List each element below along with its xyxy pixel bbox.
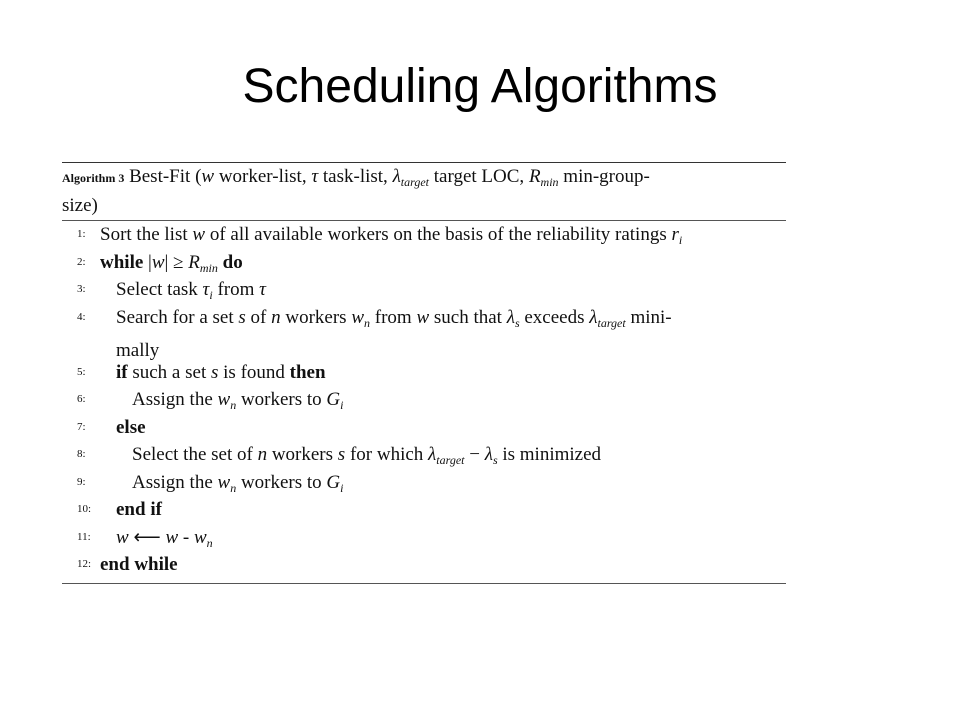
algorithm-name: Best-Fit [129, 166, 191, 187]
slide-title: Scheduling Algorithms [242, 60, 718, 113]
line-number: 9: [77, 475, 86, 488]
algorithm-line-11: 11: w ⟵ w - $w_n$ [62, 524, 786, 552]
algorithm-line-1: 1: Sort the list w of all available workers on the basis of the reliability ratings $r_i$ [62, 221, 786, 249]
line-number: 5: [77, 365, 86, 378]
algorithm-line-7: 7: else [62, 414, 786, 442]
algorithm-line-2: 2: while $|w| \ge R_{min}$ do [62, 249, 786, 277]
algorithm-line-10: 10: end if [62, 496, 786, 524]
line-number: 12: [77, 558, 92, 570]
algorithm-line-6: 6: Assign the $w_n$ workers to $G_i$ [62, 386, 786, 414]
line-number: 10: [77, 503, 92, 515]
algorithm-tag: Algorithm 3 [62, 171, 125, 185]
line-number: 8: [77, 448, 86, 460]
algorithm-header: Algorithm 3 Best-Fit (w worker-list, τ task-list, $\lambda_{target}$ target LOC, $R_{min}$ min-group- size) [62, 166, 650, 216]
algorithm-line-9: 9: Assign the $w_n$ workers to $G_i$ [62, 469, 786, 497]
algorithm-line-3: 3: Select task $\tau_i$ from τ [62, 276, 786, 304]
algorithm-line-8: 8: Select the set of n workers s for which $\lambda_{target} - \lambda_s$ is minimized [62, 441, 786, 469]
algorithm-box [62, 162, 786, 584]
algorithm-line-4: 4: Search for a set s of n workers $w_n$ from w such that $\lambda_s$ exceeds $\lambda_{target}$ mini- mally [62, 304, 786, 359]
algorithm-line-5: 5: if such a set s is found then [62, 359, 786, 387]
line-number: 11: [77, 530, 91, 543]
line-number: 3: [77, 283, 86, 295]
bottom-rule [62, 583, 786, 584]
line-number: 1: [77, 228, 86, 240]
line-number: 6: [77, 393, 86, 405]
line-number: 2: [77, 255, 86, 268]
algorithm-line-12: 12: end while [62, 551, 786, 579]
line-number: 7: [77, 420, 86, 433]
line-number: 4: [77, 310, 86, 323]
